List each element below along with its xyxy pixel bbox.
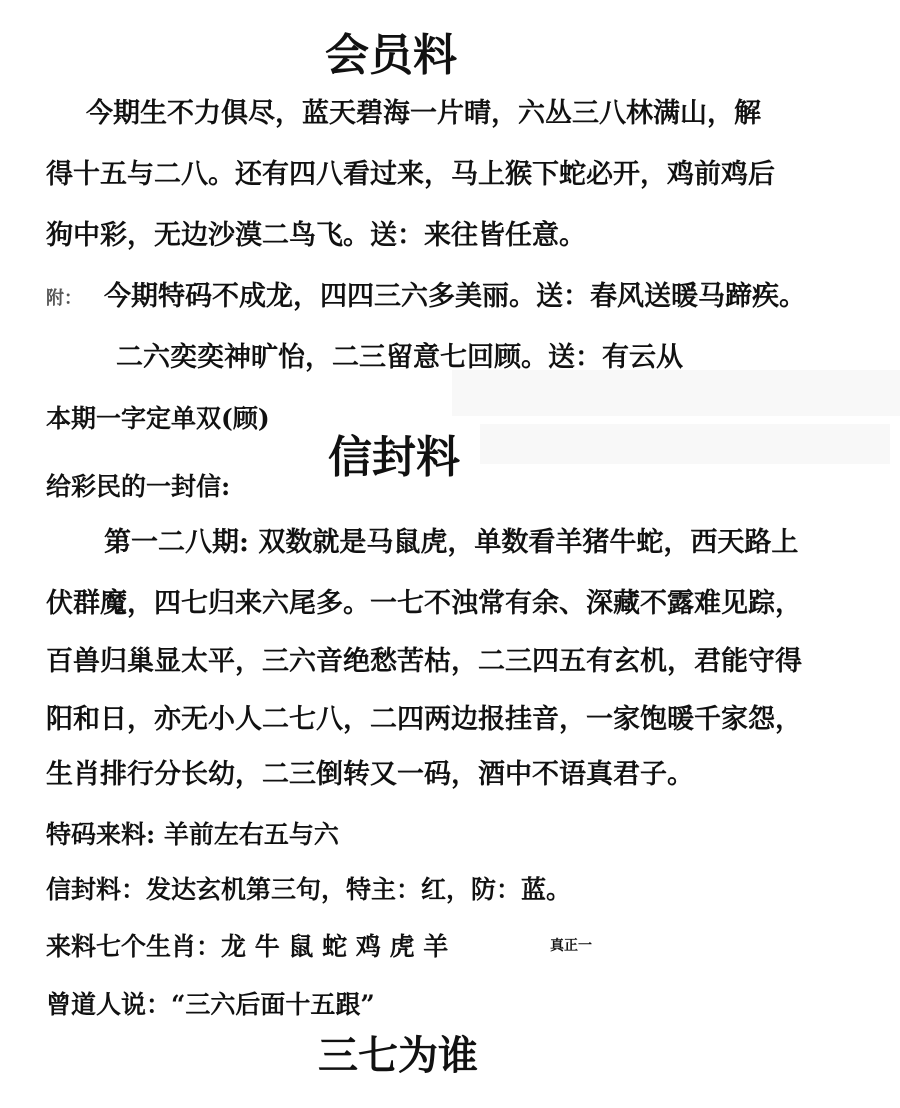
section1-line-3: 狗中彩，无边沙漠二鸟飞。送：来往皆任意。 xyxy=(46,220,586,251)
section1-line-5: 二六奕奕神旷怡，二三留意七回顾。送：有云从 xyxy=(116,342,683,373)
section1-line-4: 今期特码不成龙，四四三六多美丽。送：春风送暖马蹄疾。 xyxy=(104,281,806,312)
title-san-qi-wei-shui: 三七为谁 xyxy=(318,1033,478,1079)
letter-line-2: 伏群魔，四七归来六尾多。一七不浊常有余、深藏不露难见踪， xyxy=(46,588,802,619)
letter-line-5: 生肖排行分长幼，二三倒转又一码，酒中不语真君子。 xyxy=(46,759,694,790)
section1-line-7: 给彩民的一封信: xyxy=(46,472,231,501)
footer-zeng-dao-ren: 曾道人说：“三六后面十五跟” xyxy=(46,990,375,1019)
title-hui-yuan-liao: 会员料 xyxy=(325,30,457,81)
title-xin-feng-liao: 信封料 xyxy=(328,432,460,483)
letter-line-4: 阳和日，亦无小人二七八，二四两边报挂音，一家饱暖千家怨， xyxy=(46,704,802,735)
section1-line-2: 得十五与二八。还有四八看过来，马上猴下蛇必开，鸡前鸡后 xyxy=(46,159,775,190)
letter-line-3: 百兽归巢显太平，三六音绝愁苦枯，二三四五有玄机，君能守得 xyxy=(46,646,802,677)
scan-patch-top xyxy=(452,370,900,416)
section1-line-4-prefix: 附： xyxy=(46,288,82,309)
footer-zhen-zheng: 真正一 xyxy=(550,938,592,954)
footer-te-ma: 特码来料: 羊前左右五与六 xyxy=(46,820,339,849)
footer-qi-ge-sheng-xiao: 来料七个生肖：龙 牛 鼠 蛇 鸡 虎 羊 xyxy=(46,932,449,961)
section1-line-6: 本期一字定单双(顾) xyxy=(46,404,270,433)
section1-line-1: 今期生不力俱尽，蓝天碧海一片晴，六丛三八林满山，解 xyxy=(86,98,761,129)
footer-xin-feng: 信封料：发达玄机第三句，特主：红，防：蓝。 xyxy=(46,875,572,904)
letter-line-1: 第一二八期: 双数就是马鼠虎，单数看羊猪牛蛇，西天路上 xyxy=(104,527,799,558)
scan-patch-mid xyxy=(480,424,890,464)
